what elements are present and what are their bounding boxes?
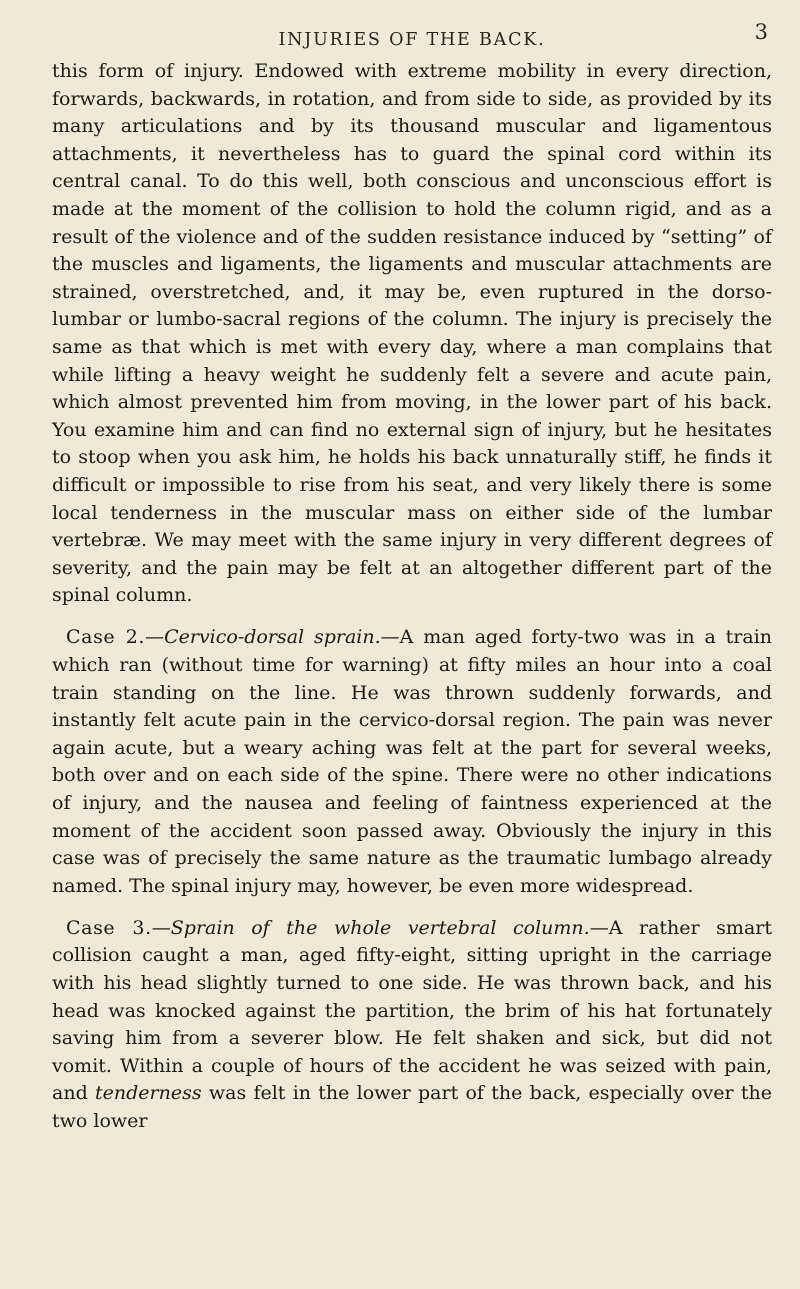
case-title: Sprain of the whole vertebral column. [170, 916, 590, 939]
paragraph-case-3: Case 3.—Sprain of the whole vertebral column.—A rather smart collision caught a man, aged fifty-eight, sitting upright in the carriage with his head slightly turned to one side. He was thrown back, and his head was knocked against the partition, the brim of his hat fortunately saving him from a severer blow. He felt shaken and sick, but did not vomit. Within a couple of hours of the accident he was seized with pain, and tenderness was felt in the lower part of the back, especially over the two lower [52, 916, 772, 1132]
page-header [52, 0, 772, 58]
paragraph-case-2: Case 2.—Cervico-dorsal sprain.—A man aged forty-two was in a train which ran (without time for warning) at fifty miles an hour into a coal train standing on the line. He was thrown suddenly forwards, and instantly felt acute pain in the cervico-dorsal region. The pain was never again acute, but a weary aching was felt at the part for several weeks, both over and on each side of the spine. There were no other indications of injury, and the nausea and feeling of faintness experienced at the moment of the accident soon passed away. Obviously the injury in this case was of precisely the same nature as the traumatic lumbago already named. The spinal injury may, however, be even more widespread. [52, 626, 773, 897]
book-page [52, 0, 772, 1289]
case-text: A man aged forty-two was in a train which ran (without time for warning) at fifty miles an hour into a coal train standing on the line. He was thrown suddenly forwards, and instantly felt acute pain in the cervico-dorsal region. The pain was never again acute, but a weary aching was felt at the part for several weeks, both over and on each side of the spine. There were no other indications of injury, and the nausea and feeling of faintness experienced at the moment of the accident soon passed away. Obviously the injury in this case was of precisely the same nature as the traumatic lumbago already named. The spinal injury may, however, be even more widespread. [52, 626, 773, 897]
emphasis-word: tenderness [95, 1082, 202, 1105]
case-title: Cervico-dorsal sprain. [164, 626, 381, 649]
case-text: A rather smart collision caught a man, aged fifty-eight, sitting upright in the carriage with his head slightly turned to one side. He was thrown back, and his head was knocked against the partition, the brim of his hat fortunately saving him from a severer blow. He felt shaken and sick, but did not vomit. Within a couple of hours of the accident he was seized with pain, and [52, 916, 772, 1105]
page-number: 3 [754, 20, 768, 44]
paragraph-continuation: this form of injury. Endowed with extreme mobility in every direction, forwards, backwards, in rotation, and from side to side, as provided by its many articulations and by its thousand muscular and ligamentous attachments, it nevertheless has to guard the spinal cord within its central canal. To do this well, both conscious and unconscious effort is made at the moment of the collision to hold the column rigid, and as a result of the violence and of the sudden resistance induced by “setting” of the muscles and ligaments, the ligaments and muscular attachments are strained, overstretched, and, it may be, even ruptured in the dorso-lumbar or lumbo-sacral regions of the column. The injury is precisely the same as that which is met with every day, where a man complains that while lifting a heavy weight he suddenly felt a severe and acute pain, which almost prevented him from moving, in the lower part of his back. You examine him and can find no external sign of injury, but he hesitates to stoop when you ask him, he holds his back unnaturally stiff, he finds it difficult or impossible to rise from his seat, and very likely there is some local tenderness in the muscular mass on either side of the lumbar vertebræ. We may meet with the same injury in very different degrees of severity, and the pain may be felt at an altogether different part of the spinal column. [52, 60, 772, 607]
running-head: INJURIES OF THE BACK. [278, 30, 546, 50]
case-text-continued: was felt in the lower part of the back, especially over the two lower [52, 1082, 772, 1132]
case-label: Case 2. [66, 626, 146, 649]
case-label: Case 3. [66, 916, 152, 939]
body-text [52, 58, 772, 1136]
